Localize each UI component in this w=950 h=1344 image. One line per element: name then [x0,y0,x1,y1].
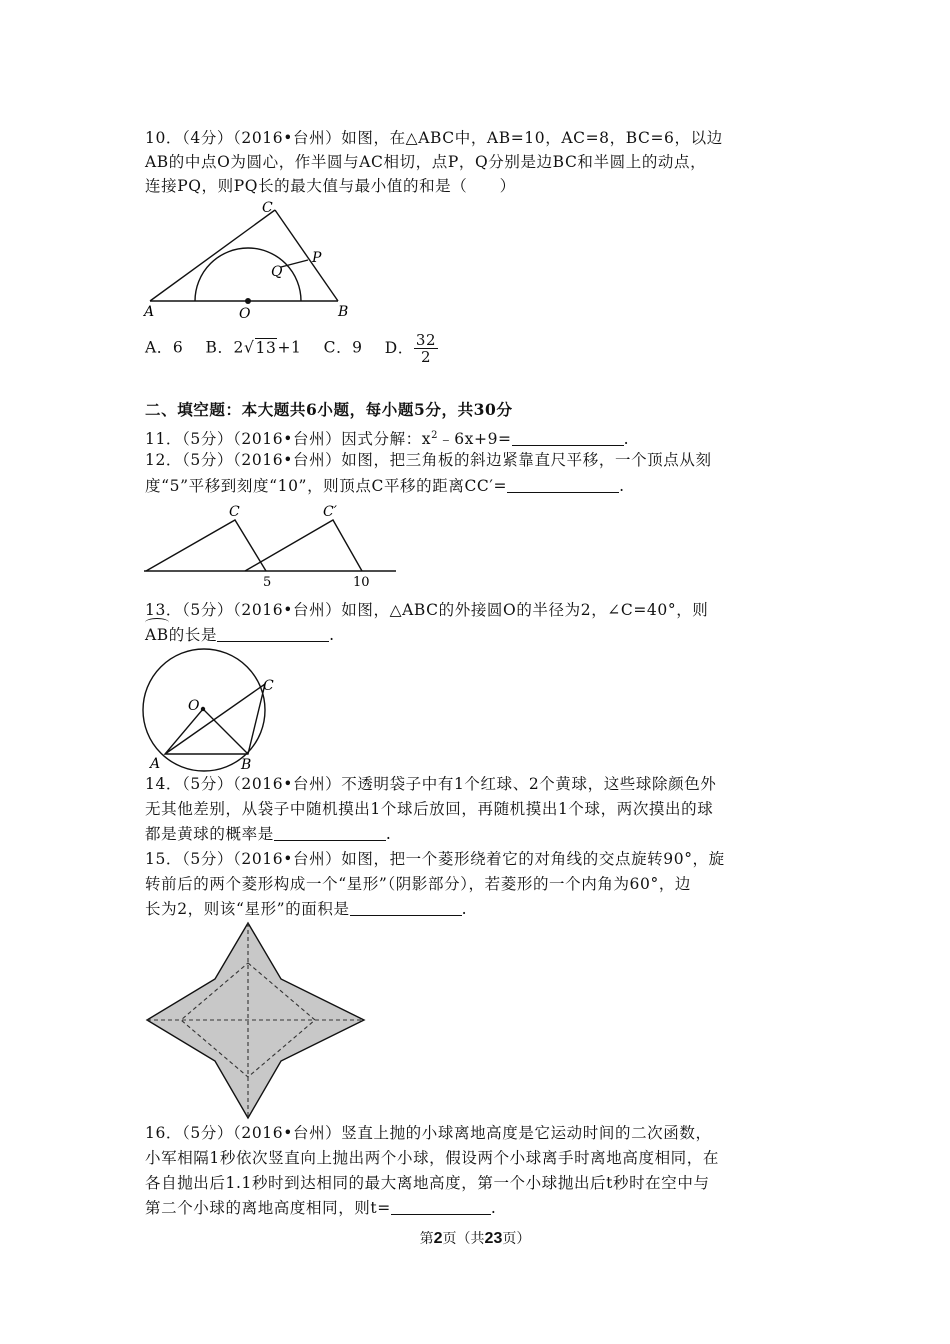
label-b: B [241,757,252,772]
q13-line-2: AB的长是 . [145,623,335,647]
segment-ac [150,210,275,301]
page-footer: 第2页（共23页） [419,1230,531,1247]
option-d: D． $\frac{32}{2}$ [384,331,437,366]
q16-line-4: 第二个小球的离地高度相同，则t= . [145,1199,497,1217]
section-heading: 二、填空题：本大题共6小题，每小题5分，共30分 [145,400,513,419]
option-a: A．6 [145,338,184,357]
q10-options [145,332,438,365]
q16-line-2: 小军相隔1秒依次竖直向上抛出两个小球，假设两个小球离手时离地高度相同，在 [145,1149,719,1167]
label-q: Q [271,264,283,280]
q14-line-1: 14．（5分）（2016•台州）不透明袋子中有1个红球、2个黄球，这些球除颜色外 [145,775,717,793]
answer-blank [507,476,619,493]
q15-line-3: 长为2，则该“星形”的面积是 . [145,900,468,918]
answer-blank [274,824,386,841]
q14-line-2: 无其他差别，从袋子中随机摸出1个球后放回，再随机摸出1个球，两次摸出的球 [145,800,714,818]
label-c: C [229,504,240,520]
q15-star-figure [140,920,370,1122]
center-point-o [245,298,251,304]
label-o: O [188,698,200,714]
segment-bc [275,210,338,301]
label-c-prime: C′ [323,504,337,520]
option-b: B．2√13+1 [205,338,302,357]
sqrt-radicand: 13 [255,338,277,357]
answer-blank [512,429,624,446]
q10-line-2: AB的中点O为圆心，作半圆与AC相切，点P，Q分别是边BC和半圆上的动点， [145,153,707,171]
answer-blank [391,1198,491,1215]
q15-line-1: 15．（5分）（2016•台州）如图，把一个菱形绕着它的对角线的交点旋转90°，旋 [145,850,725,868]
q14-line-3: 都是黄球的概率是 . [145,825,392,843]
q11-line: 11．（5分）（2016•台州）因式分解：$x^2﹣6x+9=$ . [145,430,630,449]
triangle-2 [245,520,362,571]
label-o: O [239,306,251,322]
label-c: C [262,200,273,216]
page-number: 2 [433,1230,443,1247]
q15-line-2: 转前后的两个菱形构成一个“星形”（阴影部分），若菱形的一个内角为60°，边 [145,875,692,893]
fraction: $\frac{32}{2}$ [415,331,437,366]
q16-line-3: 各自抛出后1.1秒时到达相同的最大离地高度，第一个小球抛出后t秒时在空中与 [145,1174,710,1192]
arc-ab-symbol: AB [145,623,169,647]
q12-figure [140,500,410,594]
q10-figure [140,198,360,324]
answer-blank [217,625,329,642]
triangle-1 [146,520,266,571]
q10-line-3: 连接PQ，则PQ长的最大值与最小值的和是（ ） [145,177,516,195]
q10-line-1: 10．（4分）（2016•台州）如图，在△ABC中，AB=10，AC=8，BC=6，以边 [145,129,723,147]
label-b: B [338,304,349,320]
q12-line-2: 度“5”平移到刻度“10”，则顶点C平移的距离CC′= . [145,477,625,495]
tick-5: 5 [263,575,272,590]
label-a: A [144,304,155,320]
page-total: 23 [484,1230,503,1247]
answer-blank [350,899,462,916]
label-c: C [263,678,274,694]
tick-10: 10 [353,575,370,590]
label-a: A [150,756,161,772]
option-c: C．9 [323,338,363,357]
q16-line-1: 16．（5分）（2016•台州）竖直上抛的小球离地高度是它运动时间的二次函数， [145,1124,712,1142]
label-p: P [312,250,322,266]
q12-line-1: 12．（5分）（2016•台州）如图，把三角板的斜边紧靠直尺平移，一个顶点从刻 [145,451,712,469]
triangle-and-radii [165,684,265,754]
center-point-o [201,707,205,711]
q13-figure [140,648,280,772]
q13-line-1: 13．（5分）（2016•台州）如图，△ABC的外接圆O的半径为2，∠C=40°，则 [145,601,709,619]
